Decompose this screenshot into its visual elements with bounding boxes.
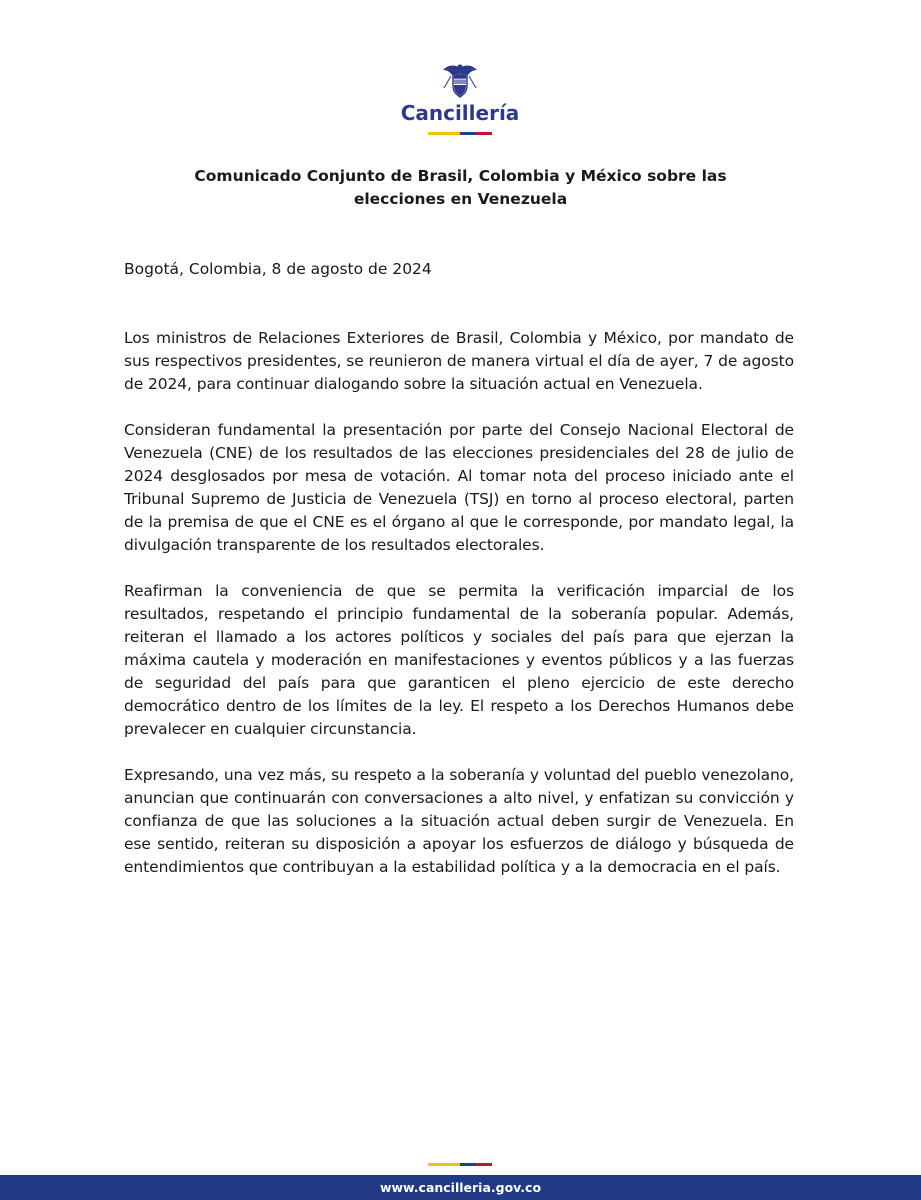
document-body xyxy=(124,327,794,902)
footer-website-url: www.cancilleria.gov.co xyxy=(379,1180,542,1195)
paragraph-3: Reafirman la conveniencia de que se permita la verificación imparcial de los resultados, respetando el principio fundamental de la soberanía popular. Además, reiteran el llamado a los actores políticos y sociales del país para que ejerzan la máxima cautela y moderación en manifestaciones y eventos públicos y a las fuerzas de seguridad del país para que garanticen el pleno ejercicio de este derecho democrático dentro de los límites de la ley. El respeto a los Derechos Humanos debe prevalecer en cualquier circunstancia. xyxy=(124,582,794,738)
paragraph-1: Los ministros de Relaciones Exteriores de Brasil, Colombia y México, por mandato de sus respectivos presidentes, se reunieron de manera virtual el día de ayer, 7 de agosto de 2024, para continuar dialogando sobre la situación actual en Venezuela. xyxy=(124,329,794,393)
paragraph-2: Consideran fundamental la presentación por parte del Consejo Nacional Electoral de Venezuela (CNE) de los resultados de las elecciones presidenciales del 28 de julio de 2024 desglosados por mesa de votación. Al tomar nota del proceso iniciado ante el Tribunal Supremo de Justicia de Venezuela (TSJ) en torno al proceso electoral, parten de la premisa de que el CNE es el órgano al que le corresponde, por mandato legal, la divulgación transparente de los resultados electorales. xyxy=(124,421,794,554)
dateline: Bogotá, Colombia, 8 de agosto de 2024 xyxy=(124,260,432,278)
paragraph-4: Expresando, una vez más, su respeto a la soberanía y voluntad del pueblo venezolano, anuncian que continuarán con conversaciones a alto nivel, y enfatizan su convicción y confianza de que las soluciones a la situación actual deben surgir de Venezuela. En ese sentido, reiteran su disposición a apoyar los esfuerzos de diálogo y búsqueda de entendimientos que contribuyan a la estabilidad política y a la democracia en el país. xyxy=(124,766,794,876)
footer-bar xyxy=(0,1175,921,1200)
title-line-1: Comunicado Conjunto de Brasil, Colombia y México sobre las xyxy=(194,167,727,185)
flag-stripe-footer xyxy=(428,1163,492,1166)
flag-stripe-header xyxy=(428,132,492,135)
title-line-2: elecciones en Venezuela xyxy=(353,190,568,208)
logo-wordmark: Cancillería xyxy=(400,101,520,125)
colombia-coat-of-arms-icon xyxy=(440,62,480,100)
document-title xyxy=(120,165,801,211)
